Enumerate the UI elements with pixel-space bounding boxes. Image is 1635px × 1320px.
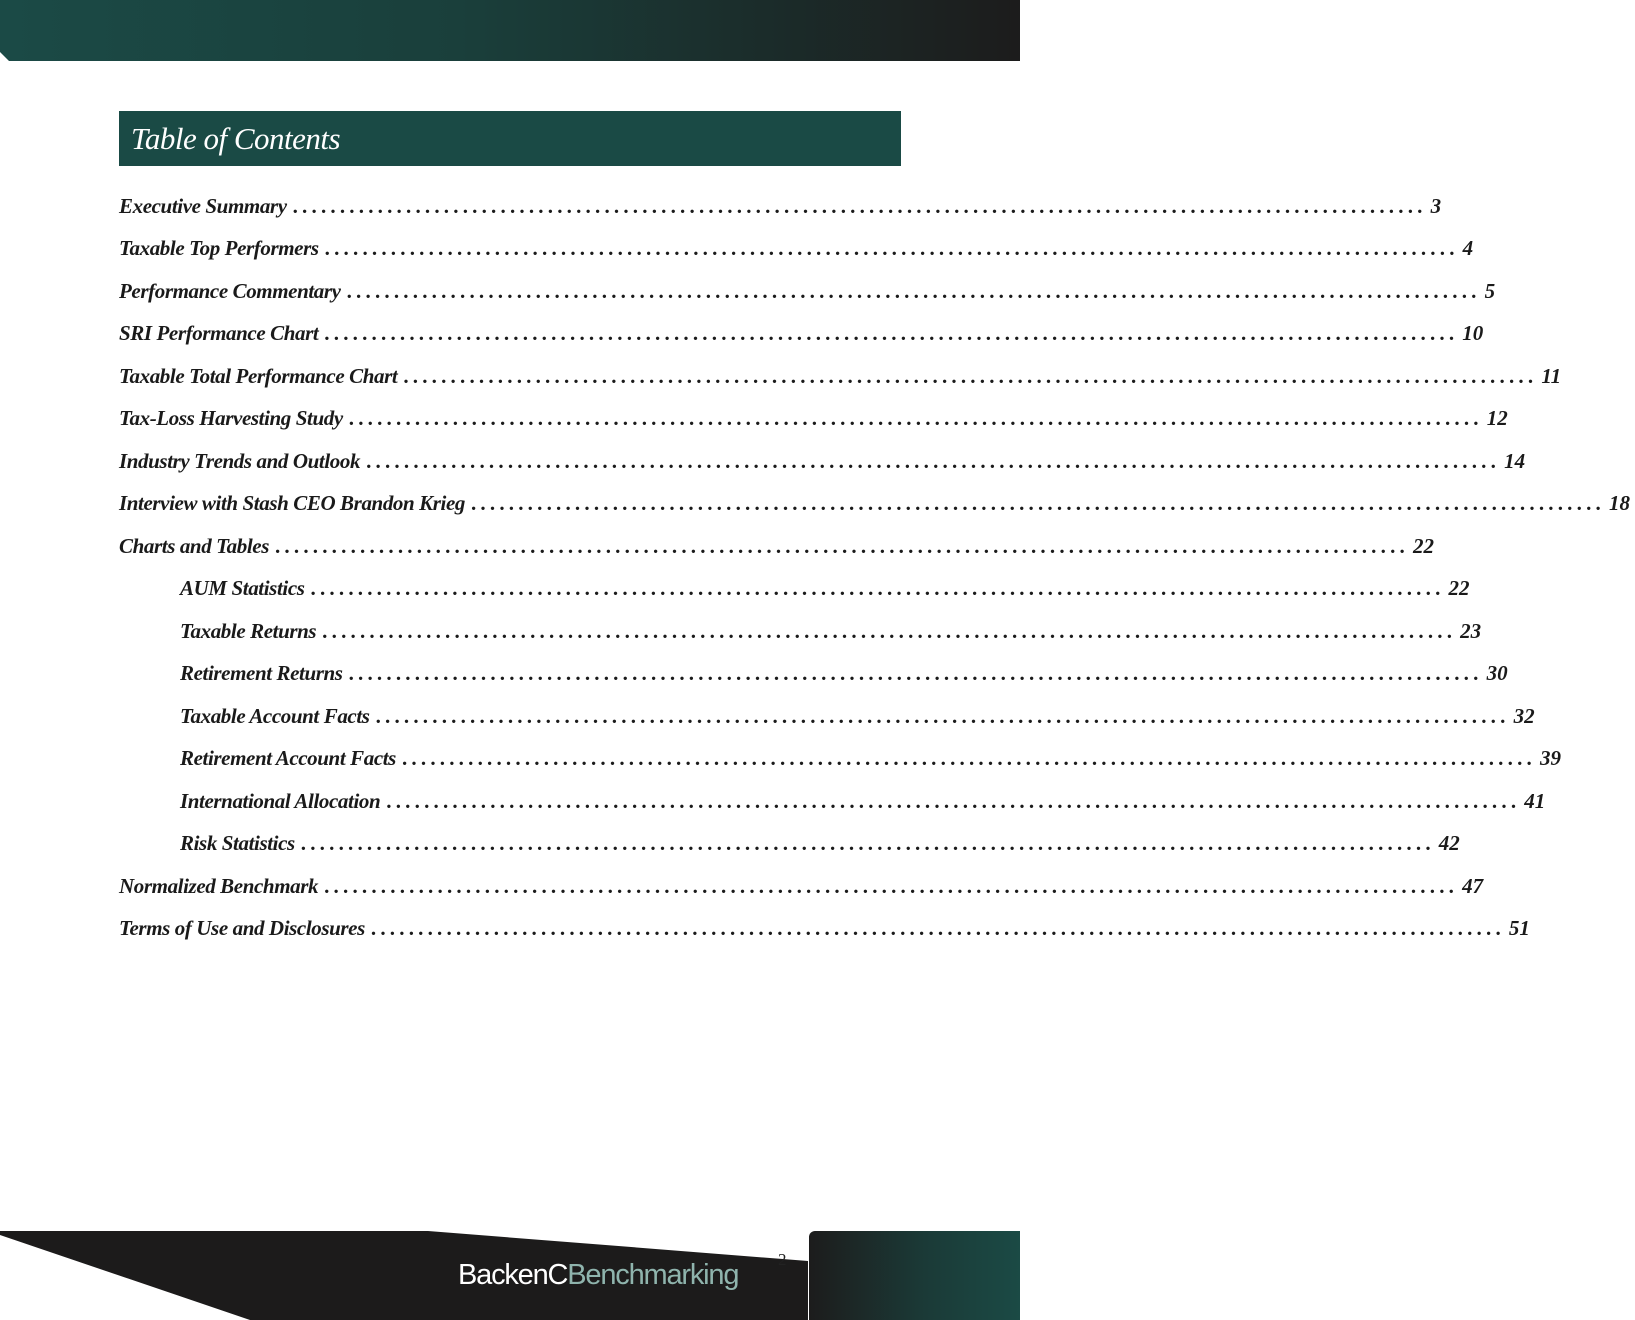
- toc-entry-label: Industry Trends and Outlook: [119, 448, 361, 473]
- toc-entry[interactable]: [119, 313, 1484, 356]
- logo-text-accent: Benchmarking: [567, 1258, 739, 1291]
- dot-leader: ........................................................................................................................: [348, 661, 1483, 686]
- toc-entry-page: 41: [1524, 788, 1546, 813]
- dot-leader: ........................................................................................................................: [346, 278, 1481, 303]
- toc-entry[interactable]: [119, 695, 1535, 738]
- toc-entry-label: Terms of Use and Disclosures: [119, 916, 365, 941]
- toc-entry-label: Interview with Stash CEO Brandon Krieg: [119, 491, 465, 516]
- toc-entry-page: 23: [1460, 618, 1482, 643]
- bottom-right-block: [809, 1231, 1020, 1320]
- page-number: 2: [778, 1250, 787, 1269]
- toc-entry[interactable]: [119, 908, 1530, 951]
- toc-entry-page: 18: [1608, 491, 1630, 516]
- dot-leader: ........................................................................................................................: [403, 363, 1538, 388]
- toc-entry-page: 32: [1513, 703, 1535, 728]
- dot-leader: ........................................................................................................................: [470, 491, 1605, 516]
- top-decorative-band: [0, 0, 1020, 61]
- toc-entry[interactable]: [119, 483, 1630, 526]
- toc-entry-label: Retirement Account Facts: [180, 746, 396, 771]
- dot-leader: ........................................................................................................................: [274, 533, 1409, 558]
- toc-entry[interactable]: [119, 780, 1546, 823]
- page-title: Table of Contents: [131, 120, 341, 156]
- toc-entry-label: AUM Statistics: [180, 576, 305, 601]
- toc-entry-label: Taxable Total Performance Chart: [119, 363, 398, 388]
- toc-entry-page: 10: [1462, 321, 1484, 346]
- toc-entry-label: SRI Performance Chart: [119, 321, 319, 346]
- toc-entry[interactable]: [119, 610, 1482, 653]
- dot-leader: ........................................................................................................................: [292, 193, 1427, 218]
- toc-entry-page: 30: [1486, 661, 1508, 686]
- toc-entry[interactable]: [119, 185, 1442, 228]
- toc-entry-label: International Allocation: [180, 788, 381, 813]
- toc-entry[interactable]: [119, 228, 1474, 271]
- dot-leader: ........................................................................................................................: [366, 448, 1501, 473]
- toc-entry-label: Risk Statistics: [180, 831, 295, 856]
- dot-leader: ........................................................................................................................: [300, 831, 1435, 856]
- toc-entry-page: 42: [1438, 831, 1460, 856]
- toc-header-bar: [119, 111, 901, 166]
- toc-entry-page: 22: [1448, 576, 1470, 601]
- toc-entry-label: Tax-Loss Harvesting Study: [119, 406, 343, 431]
- toc-entry-label: Executive Summary: [119, 193, 287, 218]
- toc-entry[interactable]: [119, 355, 1562, 398]
- toc-entry[interactable]: [119, 440, 1526, 483]
- dot-leader: ........................................................................................................................: [324, 236, 1459, 261]
- dot-leader: ........................................................................................................................: [370, 916, 1505, 941]
- toc-entry-page: 5: [1484, 278, 1496, 303]
- dot-leader: ........................................................................................................................: [322, 618, 1457, 643]
- toc-entry-label: Normalized Benchmark: [119, 873, 319, 898]
- dot-leader: ........................................................................................................................: [348, 406, 1483, 431]
- toc-entry-page: 14: [1504, 448, 1526, 473]
- toc-entry[interactable]: [119, 865, 1484, 908]
- toc-entry[interactable]: [119, 525, 1434, 568]
- toc-entry-page: 47: [1462, 873, 1484, 898]
- toc-entry[interactable]: [119, 738, 1561, 781]
- toc-entry[interactable]: [119, 568, 1470, 611]
- brand-logo: [458, 1255, 738, 1295]
- dot-leader: ........................................................................................................................: [310, 576, 1445, 601]
- toc-entry[interactable]: [119, 270, 1496, 313]
- toc-entry-page: 3: [1430, 193, 1442, 218]
- toc-entry-page: 4: [1462, 236, 1474, 261]
- toc-entry-label: Charts and Tables: [119, 533, 269, 558]
- dot-leader: ........................................................................................................................: [401, 746, 1536, 771]
- toc-entry-page: 39: [1539, 746, 1561, 771]
- logo-text-primary: BackenC: [458, 1258, 568, 1291]
- toc-entry-label: Taxable Top Performers: [119, 236, 319, 261]
- dot-leader: ........................................................................................................................: [386, 788, 1521, 813]
- toc-entry-page: 12: [1486, 406, 1508, 431]
- dot-leader: ........................................................................................................................: [324, 321, 1459, 346]
- toc-entry-label: Taxable Account Facts: [180, 703, 370, 728]
- dot-leader: ........................................................................................................................: [375, 703, 1510, 728]
- toc-entry[interactable]: [119, 653, 1508, 696]
- toc-entry-page: 22: [1412, 533, 1434, 558]
- toc-entry-page: 51: [1508, 916, 1530, 941]
- toc-entry-label: Performance Commentary: [119, 278, 341, 303]
- toc-entry-label: Taxable Returns: [180, 618, 317, 643]
- toc-entry-label: Retirement Returns: [180, 661, 343, 686]
- dot-leader: ........................................................................................................................: [324, 873, 1459, 898]
- toc-list: [119, 185, 1630, 950]
- toc-entry[interactable]: [119, 823, 1460, 866]
- toc-entry-page: 11: [1541, 363, 1562, 388]
- toc-entry[interactable]: [119, 398, 1508, 441]
